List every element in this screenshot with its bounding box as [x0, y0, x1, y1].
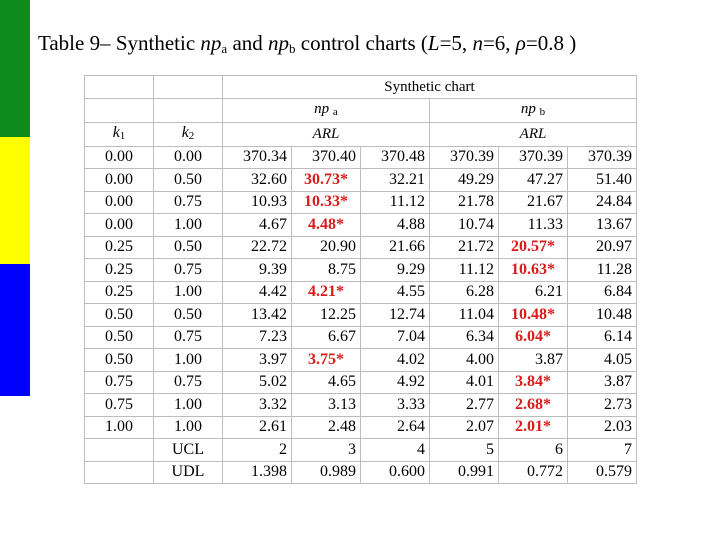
header-row-2 — [85, 98, 637, 122]
table-cell: 3.13 — [292, 394, 361, 417]
side-bar-yellow — [0, 137, 30, 264]
table-cell: 4.65 — [292, 371, 361, 394]
table-cell: 6.67 — [292, 326, 361, 349]
synthetic-chart-table — [84, 75, 637, 484]
table-cell: 21.78 — [430, 191, 499, 214]
table-row — [85, 416, 637, 439]
table-cell: 0.00 — [85, 214, 154, 237]
table-cell: 0.75 — [154, 259, 223, 282]
k2-header: k2 — [154, 122, 223, 146]
npa-header: np a — [223, 98, 430, 122]
table-cell: 6.04* — [499, 326, 568, 349]
table-cell: 21.72 — [430, 236, 499, 259]
slide-title: Table 9– Synthetic $np_a$ and $np_b$ control charts (L=5, n=6, ρ=0.8 ) — [38, 31, 577, 56]
table-cell: 30.73* — [292, 169, 361, 192]
table-cell: 2.68* — [499, 394, 568, 417]
table-cell: 4 — [361, 439, 430, 462]
table-cell: 3.87 — [568, 371, 637, 394]
table-cell: 2.61 — [223, 416, 292, 439]
table-cell: 2.03 — [568, 416, 637, 439]
table-cell: 21.66 — [361, 236, 430, 259]
table-cell: 4.02 — [361, 349, 430, 372]
table-cell: 20.57* — [499, 236, 568, 259]
table-cell: 11.04 — [430, 304, 499, 327]
table-cell: 12.25 — [292, 304, 361, 327]
table-cell: 1.00 — [154, 281, 223, 304]
table-cell: 370.34 — [223, 146, 292, 169]
table-cell: 10.63* — [499, 259, 568, 282]
table-cell: 3 — [292, 439, 361, 462]
arl-b-header: ARL — [430, 122, 637, 146]
synthetic-chart-header: Synthetic chart — [223, 76, 637, 99]
table-cell: 51.40 — [568, 169, 637, 192]
table-cell: 0.50 — [85, 304, 154, 327]
table-cell: 24.84 — [568, 191, 637, 214]
table-cell: 3.33 — [361, 394, 430, 417]
table-cell: 0.50 — [85, 326, 154, 349]
table-cell: 32.21 — [361, 169, 430, 192]
table-cell: 10.93 — [223, 191, 292, 214]
table-cell: 0.75 — [85, 371, 154, 394]
table-cell: 22.72 — [223, 236, 292, 259]
table-cell: 6.21 — [499, 281, 568, 304]
table-cell: 4.05 — [568, 349, 637, 372]
table-row — [85, 304, 637, 327]
table-cell: 0.50 — [154, 304, 223, 327]
table-row — [85, 191, 637, 214]
table-cell: 4.88 — [361, 214, 430, 237]
table-cell: 2.73 — [568, 394, 637, 417]
table-cell: 5 — [430, 439, 499, 462]
table-cell: 0.772 — [499, 461, 568, 484]
table-cell: 6.84 — [568, 281, 637, 304]
table-cell: UCL — [154, 439, 223, 462]
table-cell: 0.579 — [568, 461, 637, 484]
table-cell: 9.39 — [223, 259, 292, 282]
side-bar-green — [0, 0, 30, 137]
table-cell: 3.97 — [223, 349, 292, 372]
table-cell: 6 — [499, 439, 568, 462]
empty-cell — [85, 76, 154, 99]
table-cell: 2.01* — [499, 416, 568, 439]
table-row — [85, 214, 637, 237]
table-cell: 10.33* — [292, 191, 361, 214]
table-cell: 11.33 — [499, 214, 568, 237]
table-cell: 2 — [223, 439, 292, 462]
table-cell: 4.55 — [361, 281, 430, 304]
table-cell: 370.48 — [361, 146, 430, 169]
table-cell: 0.991 — [430, 461, 499, 484]
table-cell: 21.67 — [499, 191, 568, 214]
table-cell: 0.00 — [154, 146, 223, 169]
table-cell: 0.50 — [154, 169, 223, 192]
table-cell: 0.00 — [85, 169, 154, 192]
table-row — [85, 349, 637, 372]
table-cell: 370.39 — [499, 146, 568, 169]
table-cell: 9.29 — [361, 259, 430, 282]
table-cell: 0.25 — [85, 236, 154, 259]
table-cell: 4.00 — [430, 349, 499, 372]
k1-header: k1 — [85, 122, 154, 146]
table-cell: 370.39 — [568, 146, 637, 169]
table-cell: 0.25 — [85, 259, 154, 282]
table-cell: 2.64 — [361, 416, 430, 439]
table-row — [85, 236, 637, 259]
table-cell — [85, 439, 154, 462]
table-cell: 6.28 — [430, 281, 499, 304]
table-cell: 3.87 — [499, 349, 568, 372]
header-row-3 — [85, 122, 637, 146]
table-cell: 13.67 — [568, 214, 637, 237]
header-row-1 — [85, 76, 637, 99]
table-cell: 11.12 — [361, 191, 430, 214]
table-cell: 12.74 — [361, 304, 430, 327]
table-cell: 11.12 — [430, 259, 499, 282]
table-cell: 4.21* — [292, 281, 361, 304]
table-cell: 0.25 — [85, 281, 154, 304]
table-cell: 7.04 — [361, 326, 430, 349]
table-cell — [85, 461, 154, 484]
table-row — [85, 146, 637, 169]
table-cell: 370.39 — [430, 146, 499, 169]
table-cell: 3.32 — [223, 394, 292, 417]
empty-cell — [154, 98, 223, 122]
table-cell: 1.00 — [154, 394, 223, 417]
table-cell: 47.27 — [499, 169, 568, 192]
table-cell: 2.77 — [430, 394, 499, 417]
udl-row — [85, 461, 637, 484]
arl-a-header: ARL — [223, 122, 430, 146]
table-cell: 1.398 — [223, 461, 292, 484]
empty-cell — [85, 98, 154, 122]
table-cell: 20.90 — [292, 236, 361, 259]
table-cell: 10.74 — [430, 214, 499, 237]
table-cell: 1.00 — [154, 416, 223, 439]
table-cell: 4.67 — [223, 214, 292, 237]
table-cell: 0.989 — [292, 461, 361, 484]
table-cell: 0.75 — [85, 394, 154, 417]
table-cell: 20.97 — [568, 236, 637, 259]
table-cell: 49.29 — [430, 169, 499, 192]
table-cell: 0.00 — [85, 191, 154, 214]
table-cell: 10.48 — [568, 304, 637, 327]
npb-header: np b — [430, 98, 637, 122]
table-cell: 8.75 — [292, 259, 361, 282]
table-cell: 0.50 — [85, 349, 154, 372]
table-cell: 370.40 — [292, 146, 361, 169]
table-cell: 10.48* — [499, 304, 568, 327]
table-cell: 2.07 — [430, 416, 499, 439]
table-cell: UDL — [154, 461, 223, 484]
table-cell: 1.00 — [154, 349, 223, 372]
table-cell: 3.84* — [499, 371, 568, 394]
table-cell: 0.600 — [361, 461, 430, 484]
table-cell: 7 — [568, 439, 637, 462]
table-cell: 32.60 — [223, 169, 292, 192]
table-cell: 7.23 — [223, 326, 292, 349]
table-cell: 5.02 — [223, 371, 292, 394]
ucl-row — [85, 439, 637, 462]
table-cell: 6.34 — [430, 326, 499, 349]
table-row — [85, 371, 637, 394]
table-row — [85, 326, 637, 349]
table-cell: 11.28 — [568, 259, 637, 282]
table-cell: 4.01 — [430, 371, 499, 394]
side-bar-blue — [0, 264, 30, 396]
table-row — [85, 259, 637, 282]
table-cell: 3.75* — [292, 349, 361, 372]
table-row — [85, 169, 637, 192]
table-cell: 0.75 — [154, 371, 223, 394]
table-cell: 0.00 — [85, 146, 154, 169]
table-cell: 1.00 — [85, 416, 154, 439]
table-cell: 4.92 — [361, 371, 430, 394]
table-cell: 4.42 — [223, 281, 292, 304]
table-cell: 2.48 — [292, 416, 361, 439]
table-cell: 0.75 — [154, 191, 223, 214]
table-row — [85, 281, 637, 304]
empty-cell — [154, 76, 223, 99]
table-cell: 4.48* — [292, 214, 361, 237]
table-row — [85, 394, 637, 417]
table-cell: 13.42 — [223, 304, 292, 327]
table-cell: 1.00 — [154, 214, 223, 237]
table-cell: 0.50 — [154, 236, 223, 259]
table-cell: 6.14 — [568, 326, 637, 349]
table-cell: 0.75 — [154, 326, 223, 349]
